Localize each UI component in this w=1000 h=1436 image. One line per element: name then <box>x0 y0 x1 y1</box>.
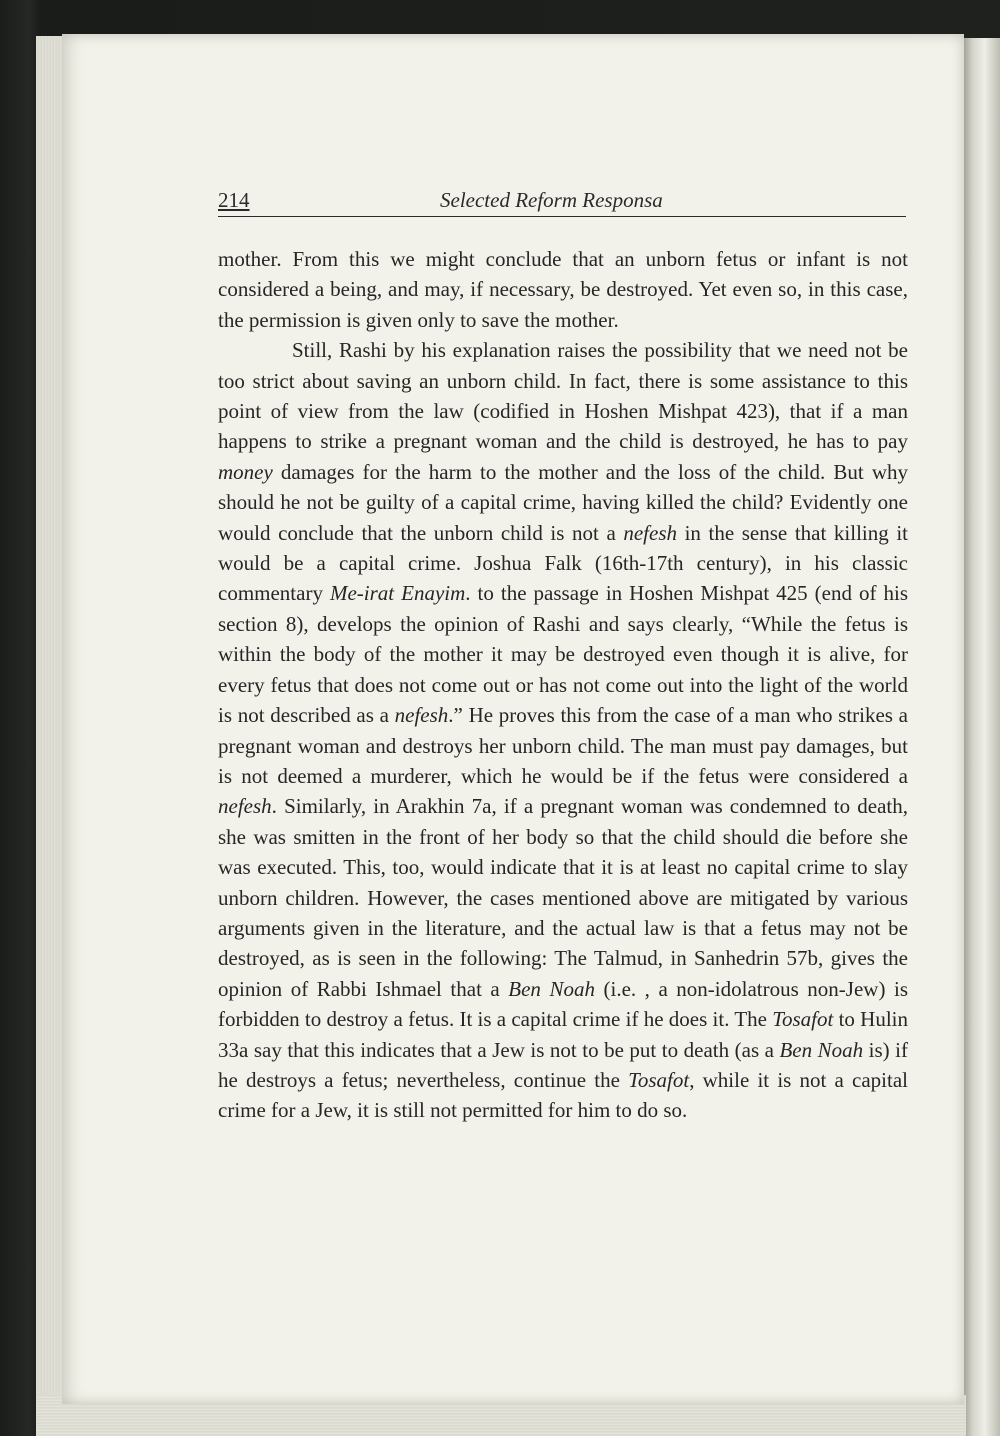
text-run: Still, Rashi by his explanation raises the possibility that we need not be too strict about saving an unborn child. In fact, there is some assistance to this point of view from the law (codified in Hoshen Mishpat 423), that if a man happens to strike a pregnant woman and the child is destroyed, he has to pay <box>218 338 908 454</box>
italic-term-nefesh: nefesh <box>623 520 678 545</box>
italic-title-me-irat-enayim: Me-irat Enayim <box>329 581 466 606</box>
paragraph-2 <box>218 335 908 1126</box>
body-text <box>218 244 908 1126</box>
running-title: Selected Reform Responsa <box>440 188 663 212</box>
facing-page-edge <box>962 38 1000 1436</box>
text-run: , while it is not a capital crime for a Jew, it is still not permitted for him to do so. <box>218 1067 909 1123</box>
running-header <box>218 188 906 217</box>
text-run: . to the passage in Hoshen Mishpat 425 (end of his section 8), develops the opinion of Rashi and says clearly, “While the fetus is within the body of the mother it may be destroyed even though it is alive, for every fetus that does not come out or has not come out into the light of the world is not described as a <box>218 581 908 728</box>
text-run: . Similarly, in Arakhin 7a, if a pregnant woman was condemned to death, she was smitten in the front of her body so that the child should die before she was executed. This, too, would indicate that it is at least no capital crime to slay unborn children. However, the cases mentioned above are mitigated by various arguments given in the literature, and the actual law is that a fetus may not be destroyed, as is seen in the following: The Talmud, in Sanhedrin 57b, gives the opinion of Rabbi Ishmael that a <box>218 794 908 1001</box>
paragraph-1: mother. From this we might conclude that an unborn fetus or infant is not considered a being, and may, if necessary, be destroyed. Yet even so, in this case, the permission is given only to save the mother. <box>218 247 908 332</box>
text-run: (i.e. , a non-idolatrous non-Jew) is forbidden to destroy a fetus. It is a capital crime if he does it. The <box>218 976 908 1032</box>
italic-term-nefesh: nefesh <box>394 703 449 728</box>
italic-term-ben-noah: Ben Noah <box>779 1037 864 1062</box>
italic-term-tosafot: Tosafot <box>772 1007 834 1032</box>
italic-term-nefesh: nefesh <box>218 794 272 819</box>
text-run: .” He proves this from the case of a man who strikes a pregnant woman and destroys her unborn child. The man must pay damages, but is not deemed a murderer, which he would be if the fetus were considered a <box>218 703 909 788</box>
italic-term-ben-noah: Ben Noah <box>508 976 595 1001</box>
text-run: in the sense that killing it would be a capital crime. Joshua Falk (16th-17th century), in his classic commentary <box>218 520 908 606</box>
text-run: to Hulin 33a say that this indicates that a Jew is not to be put to death (as a <box>218 1007 909 1062</box>
italic-term-money: money <box>218 459 273 484</box>
italic-term-tosafot: Tosafot <box>628 1067 690 1092</box>
page-number: 214 <box>218 188 250 212</box>
text-run: is) if he destroys a fetus; nevertheless, continue the <box>218 1037 908 1092</box>
text-run: damages for the harm to the mother and the loss of the child. But why should he not be guilty of a capital crime, having killed the child? Evidently one would conclude that the unborn child is not a <box>218 459 908 545</box>
